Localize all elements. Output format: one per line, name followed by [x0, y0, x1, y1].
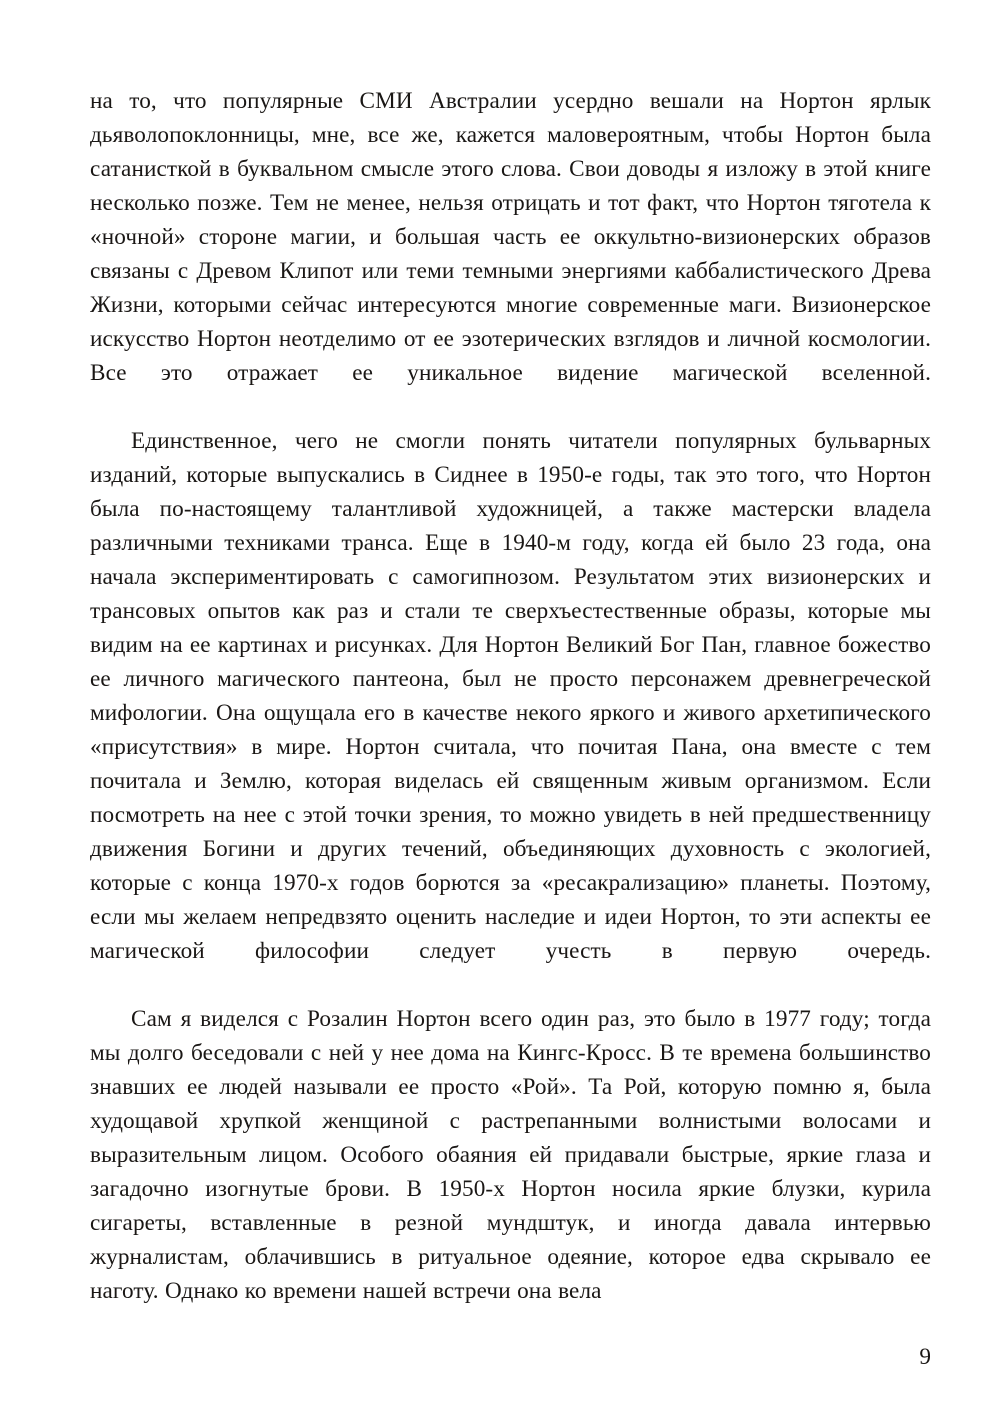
paragraph-2: Единственное, чего не смогли понять читатели популярных бульварных изданий, которые выпускались в Сиднее в 1950-е годы, так это того, что Нортон была по-настоящему талантливой художницей, а также мастерски владела различными техниками транса. Еще в 1940-м году, когда ей было 23 года, она начала экспериментировать с самогипнозом. Результатом этих визионерских и трансовых опытов как раз и стали те сверхъестественные образы, которые мы видим на ее картинах и рисунках. Для Нортон Великий Бог Пан, главное божество ее личного магического пантеона, был не просто персонажем древнегреческой мифологии. Она ощущала его в качестве некого яркого и живого архетипического «присутствия» в мире. Нортон считала, что почитая Пана, она вместе с тем почитала и Землю, которая виделась ей священным живым организмом. Если посмотреть на нее с этой точки зрения, то можно увидеть в ней предшественницу движения Богини и других течений, объединяющих духовность с экологией, которые с конца 1970-х годов борются за «ресакрализацию» планеты. Поэтому, если мы желаем непредвзято оценить наследие и идеи Нортон, то эти аспекты ее магической философии следует учесть в первую очередь. — [90, 428, 931, 964]
paragraph-3: Сам я виделся с Розалин Нортон всего один раз, это было в 1977 году; тогда мы долго беседовали с ней у нее дома на Кингс-Кросс. В те времена большинство знавших ее людей называли ее просто «Рой». Та Рой, которую помню я, была худощавой хрупкой женщиной с растрепанными волнистыми волосами и выразительным лицом. Особого обаяния ей придавали быстрые, яркие глаза и загадочно изогнутые брови. В 1950-х Нортон носила яркие блузки, курила сигареты, вставленные в резной мундштук, и иногда давала интервью журналистам, облачившись в ритуальное одеяние, которое едва скрывало ее наготу. Однако ко времени нашей встречи она вела — [90, 1006, 931, 1304]
page-text-block — [90, 84, 931, 1308]
paragraph-1: на то, что популярные СМИ Австралии усердно вешали на Нортон ярлык дьяволопоклонницы, мне, все же, кажется маловероятным, чтобы Нортон была сатанисткой в буквальном смысле этого слова. Свои доводы я изложу в этой книге несколько позже. Тем не менее, нельзя отрицать и тот факт, что Нортон тяготела к «ночной» стороне магии, и большая часть ее оккультно-визионерских образов связаны с Древом Клипот или теми темными энергиями каббалистического Древа Жизни, которыми сейчас интересуются многие современные маги. Визионерское искусство Нортон неотделимо от ее эзотерических взглядов и личной космологии. Все это отражает ее уникальное видение магической вселенной. — [90, 88, 931, 386]
page-number: 9 — [919, 1344, 931, 1370]
